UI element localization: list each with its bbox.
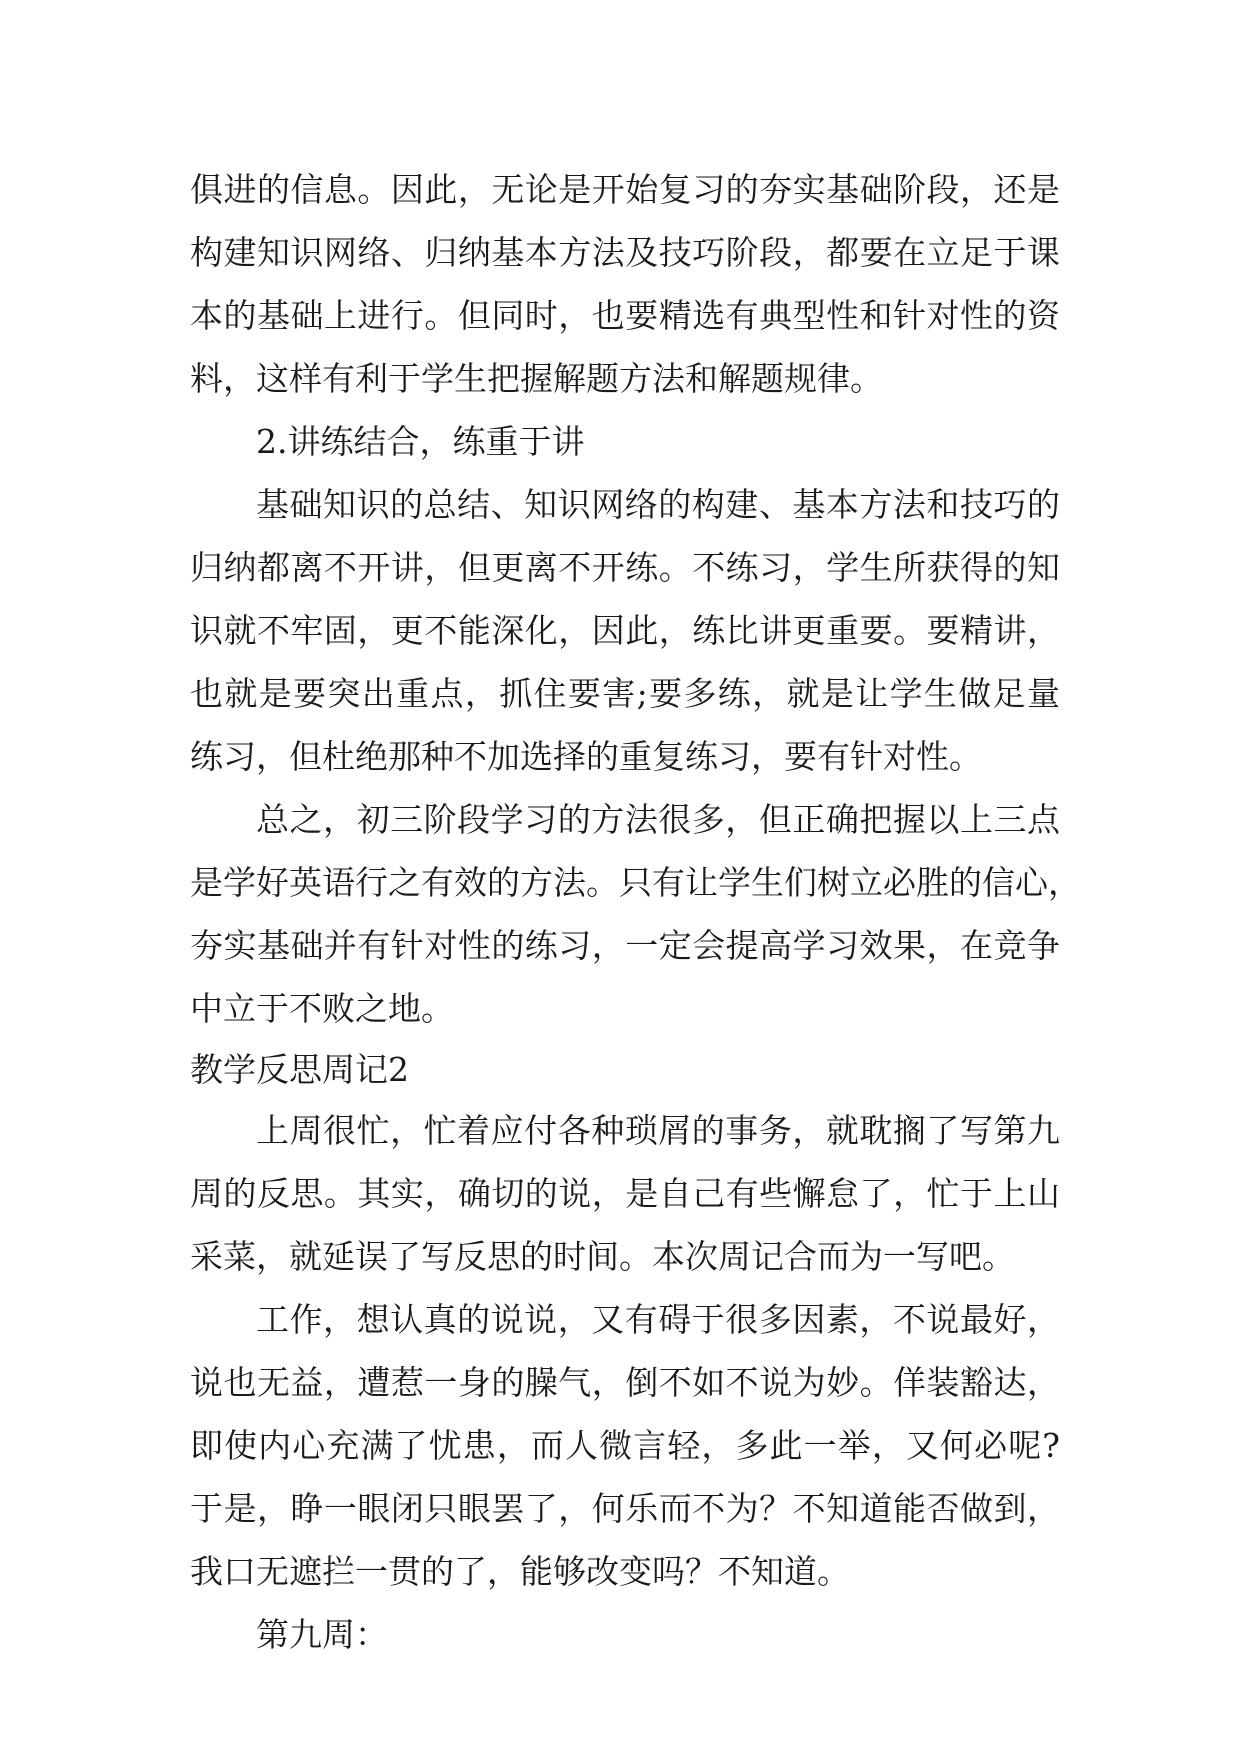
text-line: 第九周： (256, 1615, 388, 1654)
text-line: 是学好英语行之有效的方法。只有让学生们树立必胜的信心， (190, 863, 1081, 902)
paragraph-group-1 (190, 158, 1081, 1040)
text-line: 俱进的信息。因此，无论是开始复习的夯实基础阶段，还是 (190, 170, 1060, 209)
text-line: 本的基础上进行。但同时，也要精选有典型性和针对性的资 (190, 296, 1060, 335)
text-line: 即使内心充满了忧患，而人微言轻，多此一举，又何必呢? (190, 1426, 1060, 1465)
text-line: 料，这样有利于学生把握解题方法和解题规律。 (190, 359, 883, 398)
text-line: 说也无益，遭惹一身的臊气，倒不如不说为妙。佯装豁达， (190, 1363, 1060, 1402)
text-line: 2.讲练结合，练重于讲 (256, 422, 585, 461)
document-body (190, 158, 1081, 1666)
text-line: 构建知识网络、归纳基本方法及技巧阶段，都要在立足于课 (190, 233, 1060, 272)
text-line: 采菜，就延误了写反思的时间。本次周记合而为一写吧。 (190, 1237, 1015, 1276)
text-line: 于是，睁一眼闭只眼罢了，何乐而不为？不知道能否做到， (190, 1489, 1060, 1528)
text-line: 我口无遮拦一贯的了，能够改变吗？不知道。 (190, 1552, 850, 1591)
text-line: 练习，但杜绝那种不加选择的重复练习，要有针对性。 (190, 737, 982, 776)
section-title: 教学反思周记2 (190, 1050, 409, 1089)
paragraph-group-2 (190, 1099, 1060, 1666)
text-line: 识就不牢固，更不能深化，因此，练比讲更重要。要精讲， (190, 611, 1060, 650)
text-line: 上周很忙，忙着应付各种琐屑的事务，就耽搁了写第九 (256, 1111, 1060, 1150)
text-line: 夯实基础并有针对性的练习，一定会提高学习效果，在竞争 (190, 926, 1060, 965)
text-line: 中立于不败之地。 (190, 989, 454, 1028)
text-line: 归纳都离不开讲，但更离不开练。不练习，学生所获得的知 (190, 548, 1060, 587)
text-line: 基础知识的总结、知识网络的构建、基本方法和技巧的 (256, 485, 1060, 524)
text-line: 也就是要突出重点，抓住要害;要多练，就是让学生做足量 (190, 674, 1060, 713)
text-line: 总之，初三阶段学习的方法很多，但正确把握以上三点 (256, 800, 1060, 839)
text-line: 工作，想认真的说说，又有碍于很多因素，不说最好， (256, 1300, 1060, 1339)
text-line: 周的反思。其实，确切的说，是自己有些懈怠了，忙于上山 (190, 1174, 1060, 1213)
